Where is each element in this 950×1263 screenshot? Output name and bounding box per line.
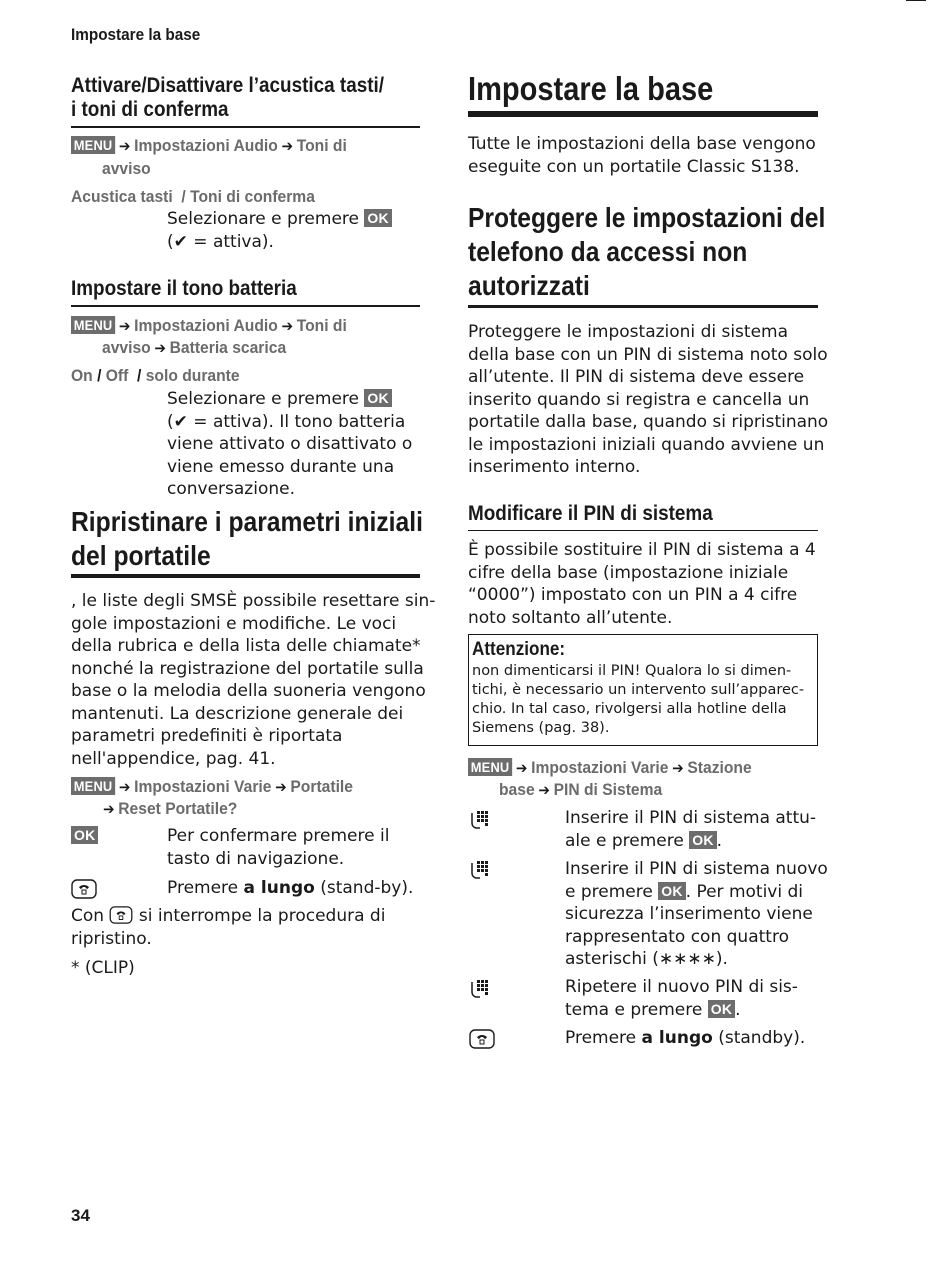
attention-note-title: Attenzione: bbox=[472, 639, 566, 660]
menu-path: MENU ➔ Impostazioni Varie ➔ Stazione bbox=[468, 757, 752, 779]
menu-key: MENU bbox=[71, 777, 115, 795]
keypad-icon bbox=[469, 858, 491, 880]
checkmark-icon: ✔ bbox=[173, 411, 188, 432]
menu-options: Acustica tasti / Toni di conferma bbox=[71, 187, 315, 206]
arrow-right-icon: ➔ bbox=[281, 317, 294, 335]
menu-options: On / Off / solo durante bbox=[71, 366, 240, 385]
change-pin-paragraph: È possibile sostituire il PIN di sistema a 4 cifre della base (impostazione iniziale “0000”) impostato con un PIN a 4 cifre noto soltanto all’utente. bbox=[468, 540, 816, 628]
arrow-right-icon: ➔ bbox=[118, 778, 131, 796]
corner-mark bbox=[906, 0, 926, 1]
menu-path: MENU ➔ Impostazioni Audio ➔ Toni di bbox=[71, 135, 347, 157]
end-call-key-icon bbox=[469, 1029, 495, 1049]
heading-rule bbox=[468, 305, 818, 308]
section-heading-reset: Ripristinare i parametri iniziali del portatile bbox=[71, 506, 423, 571]
ok-key: OK bbox=[689, 831, 716, 849]
heading-line: i toni di conferma bbox=[71, 98, 229, 121]
menu-path-cont: avviso bbox=[102, 159, 151, 178]
heading-rule bbox=[71, 574, 420, 578]
pin-step-standby: Premere a lungo (standby). bbox=[565, 1028, 806, 1048]
arrow-right-icon: ➔ bbox=[275, 778, 287, 796]
menu-key: MENU bbox=[71, 136, 115, 154]
ok-key: OK bbox=[364, 389, 391, 407]
arrow-right-icon: ➔ bbox=[281, 137, 294, 155]
keypad-icon bbox=[469, 808, 491, 830]
arrow-right-icon: ➔ bbox=[672, 759, 684, 777]
ok-key-step bbox=[71, 826, 98, 845]
ok-key: OK bbox=[658, 882, 685, 900]
section-heading-key-tones bbox=[71, 74, 384, 122]
arrow-right-icon: ➔ bbox=[538, 781, 550, 799]
cancel-note: Con si interrompe la procedura di ripristino. bbox=[71, 906, 386, 949]
reset-paragraph: , le liste degli SMSÈ possibile resettare sin- gole impostazioni e modifiche. Le voci della rubrica e della lista delle chiamate* nonché la registrazione del portatile sulla base o la melodia della suoneria vengono mantenuti. La descrizione generale dei parametri predefiniti è riportata nell'appendice, pag. 41. bbox=[71, 591, 436, 769]
protect-paragraph: Proteggere le impostazioni di sistema della base con un PIN di sistema noto solo all’utente. Il PIN di sistema deve essere inserito quando si registra e cancella un portatile dalla base, quando si ripristinano le impostazioni iniziali quando avviene un inserimento interno. bbox=[468, 322, 829, 477]
footnote: * (CLIP) bbox=[71, 958, 135, 978]
menu-path: MENU ➔ Impostazioni Varie ➔ Portatile bbox=[71, 776, 353, 798]
end-call-key-icon bbox=[71, 879, 97, 899]
menu-key: MENU bbox=[71, 316, 115, 334]
intro-paragraph: Tutte le impostazioni della base vengono eseguite con un portatile Classic S138. bbox=[468, 134, 816, 177]
option-description: Selezionare e premere OK (✔ = attiva). bbox=[167, 208, 417, 253]
menu-path-cont: ➔ Reset Portatile? bbox=[103, 799, 238, 818]
ok-key: OK bbox=[708, 1000, 735, 1018]
ok-step-description: Per confermare premere il tasto di navigazione. bbox=[167, 826, 390, 869]
heading-line: Attivare/Disattivare l’acustica tasti/ bbox=[71, 74, 385, 97]
pin-step-repeat: Ripetere il nuovo PIN di sis- tema e premere OK . bbox=[565, 977, 798, 1020]
end-call-key-icon bbox=[109, 906, 133, 924]
end-step-description: Premere a lungo (stand-by). bbox=[167, 878, 414, 898]
checkmark-icon: ✔ bbox=[173, 231, 188, 252]
ok-key: OK bbox=[364, 209, 391, 227]
title-rule bbox=[468, 111, 818, 117]
arrow-right-icon: ➔ bbox=[103, 800, 115, 818]
arrow-right-icon: ➔ bbox=[515, 759, 528, 777]
heading-rule bbox=[71, 305, 420, 307]
arrow-right-icon: ➔ bbox=[118, 317, 131, 335]
option-description: Selezionare e premere OK (✔ = attiva). Il tono batteria viene attivato o disattivato o viene emesso durante una conversazione. bbox=[167, 389, 413, 499]
section-heading-change-pin: Modificare il PIN di sistema bbox=[468, 502, 713, 525]
running-header: Impostare la base bbox=[71, 25, 201, 44]
arrow-right-icon: ➔ bbox=[154, 339, 166, 357]
heading-rule bbox=[468, 530, 818, 531]
page-title: Impostare la base bbox=[468, 70, 714, 107]
menu-path: MENU ➔ Impostazioni Audio ➔ Toni di bbox=[71, 315, 347, 337]
section-heading-protect: Proteggere le impostazioni del telefono da accessi non autorizzati bbox=[468, 202, 826, 301]
arrow-right-icon: ➔ bbox=[118, 137, 131, 155]
heading-rule bbox=[71, 126, 420, 128]
keypad-icon bbox=[469, 977, 491, 999]
attention-note-text: non dimenticarsi il PIN! Qualora lo si dimen- tichi, è necessario un intervento sull’apparec- chio. In tal caso, rivolgersi alla hotline della Siemens (pag. 38). bbox=[472, 663, 805, 736]
menu-key: MENU bbox=[468, 758, 512, 776]
pin-step-new: Inserire il PIN di sistema nuovo e premere OK . Per motivi di sicurezza l’inserimento viene rappresentato con quattro asterischi (∗∗∗∗). bbox=[565, 859, 828, 969]
menu-path-cont: base ➔ PIN di Sistema bbox=[499, 780, 663, 799]
section-heading-battery-tone: Impostare il tono batteria bbox=[71, 277, 297, 300]
page-number: 34 bbox=[71, 1206, 90, 1225]
menu-path-cont: avviso ➔ Batteria scarica bbox=[102, 338, 287, 357]
pin-step-current: Inserire il PIN di sistema attu- ale e premere OK . bbox=[565, 808, 817, 851]
ok-key: OK bbox=[71, 826, 98, 844]
